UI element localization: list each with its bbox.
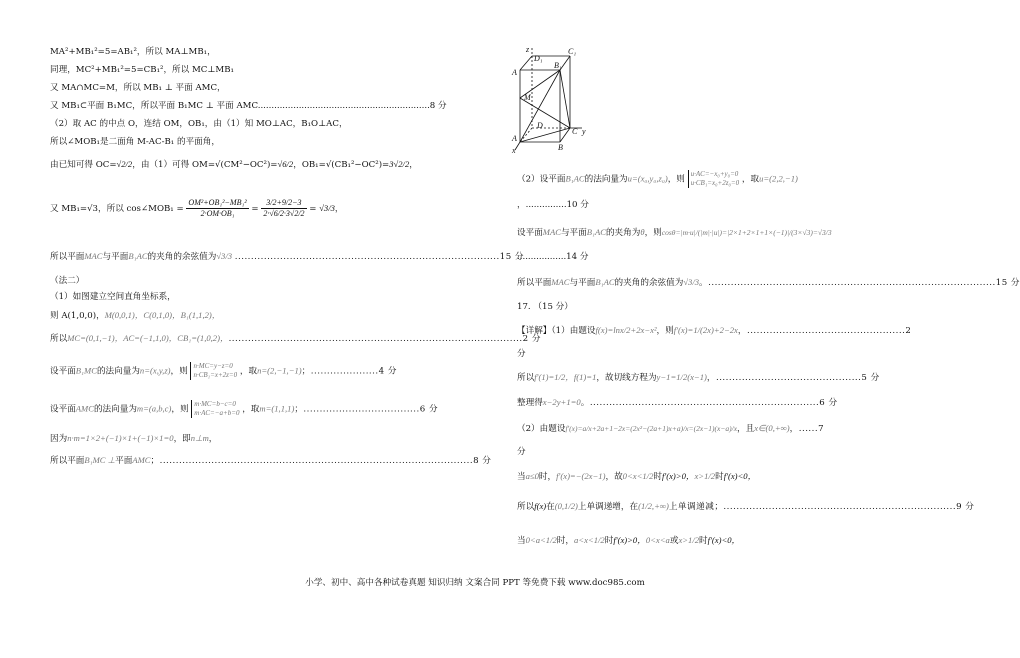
prism-figure bbox=[510, 46, 590, 154]
math-expr: 0<x<1/2 bbox=[622, 471, 654, 481]
math-expr: n=(2,−1,−1) bbox=[257, 365, 302, 376]
text-line: （法二） bbox=[50, 276, 85, 286]
text-segment: 的夹角为 bbox=[605, 228, 641, 238]
math-expr: y−1=1/2(x−1) bbox=[656, 372, 707, 382]
text-segment: ，取 bbox=[239, 366, 258, 377]
text-line bbox=[50, 158, 418, 171]
text-segment: 在 bbox=[546, 502, 555, 512]
text-segment: 则 A(1,0,0)， bbox=[50, 311, 105, 321]
math-expr: f′(x)>0， bbox=[661, 471, 695, 481]
text-segment: 【详解】（1）由题设 bbox=[517, 326, 596, 336]
text-line bbox=[517, 500, 974, 513]
text-segment: 时 bbox=[715, 472, 724, 482]
math-expr: √2/2 bbox=[116, 159, 133, 169]
math-expr: M(0,0,1)，C(0,1,0)，B₁(1,1,2)， bbox=[104, 310, 221, 320]
denominator: 2·OM·OB₁ bbox=[200, 209, 235, 218]
text-segment: ，则 bbox=[656, 326, 674, 336]
fig-label-m: M bbox=[524, 93, 531, 102]
math-expr: (1/2,+∞) bbox=[638, 501, 669, 511]
text-segment: 当 bbox=[517, 536, 526, 546]
fig-label-c1: C₁ bbox=[568, 47, 577, 56]
text-segment: 设平面 bbox=[50, 366, 76, 377]
math-expr: AMC bbox=[75, 403, 94, 414]
equation: u·CB₁=x₀+2z₀=0 bbox=[690, 179, 740, 187]
fig-label-y: y bbox=[582, 127, 586, 136]
score-marker: ，......7 bbox=[789, 424, 825, 434]
math-expr: u=(2,2,−1) bbox=[759, 173, 798, 184]
equation: m·MC=b−c=0 bbox=[194, 400, 236, 408]
text-segment: ，则 bbox=[171, 404, 189, 415]
math-expr: f(x)=lnx/2+2x−x² bbox=[595, 325, 657, 335]
math-expr: B₁MC ⊥ bbox=[84, 455, 116, 465]
text-line bbox=[50, 432, 217, 445]
text-line: 分 bbox=[517, 349, 526, 359]
text-segment: 所以 bbox=[50, 334, 68, 344]
text-line bbox=[517, 276, 1020, 289]
equation-system bbox=[191, 400, 239, 418]
math-expr: B₁MC bbox=[75, 365, 97, 376]
text-segment: 时 bbox=[604, 536, 614, 546]
score-marker: ，.............................................5 分 bbox=[706, 373, 880, 383]
text-segment: 时， bbox=[538, 472, 557, 482]
fig-label-x: x bbox=[512, 146, 516, 155]
score-marker: ；.................................................................................................8 分 bbox=[150, 456, 492, 466]
fig-label-a: A bbox=[512, 134, 517, 143]
fig-label-d: D bbox=[537, 121, 543, 130]
text-segment: = bbox=[309, 204, 317, 214]
math-expr: √3/3 bbox=[216, 251, 233, 261]
text-segment: 所以 bbox=[517, 373, 535, 383]
score-marker: 。.......................................................................6 分 bbox=[580, 398, 838, 408]
math-expr: θ bbox=[640, 227, 645, 237]
text-segment: ，则 bbox=[170, 366, 188, 377]
text-line bbox=[50, 362, 397, 380]
math-expr: MC=(0,1,−1)，AC=(−1,1,0)，CB₁=(1,0,2)， bbox=[67, 333, 229, 343]
math-expr: √3/3 bbox=[319, 203, 335, 213]
text-line: 所以∠MOB₁是二面角 M-AC-B₁ 的平面角， bbox=[50, 137, 220, 147]
text-line: （1）如图建立空间直角坐标系， bbox=[50, 292, 176, 302]
fraction bbox=[261, 198, 306, 219]
text-line bbox=[517, 226, 832, 239]
text-segment: 所以平面 bbox=[50, 456, 85, 466]
text-segment: ，OB₁=√(CB₁²−OC²)= bbox=[293, 160, 390, 170]
text-line bbox=[517, 534, 740, 547]
math-expr: f′(x)<0， bbox=[707, 535, 741, 545]
math-expr: x∈(0,+∞) bbox=[754, 423, 790, 433]
math-expr: MAC bbox=[551, 277, 570, 287]
math-expr: MAC bbox=[542, 227, 561, 237]
math-expr: n⊥m bbox=[190, 433, 209, 443]
fraction bbox=[186, 198, 248, 219]
text-segment: 由已知可得 OC= bbox=[50, 160, 117, 170]
text-segment: = bbox=[251, 204, 259, 214]
text-line: 又 MA∩MC=M，所以 MB₁ ⊥ 平面 AMC， bbox=[50, 83, 226, 93]
text-line bbox=[517, 170, 798, 188]
math-expr: 3√2/2 bbox=[389, 159, 410, 169]
text-segment: ，取 bbox=[242, 404, 260, 415]
text-segment: 当 bbox=[517, 472, 526, 482]
text-line: 分 bbox=[517, 447, 526, 457]
text-line bbox=[50, 454, 491, 467]
math-expr: AMC bbox=[132, 455, 151, 465]
text-line: MA²+MB₁²=5=AB₁²，所以 MA⊥MB₁， bbox=[50, 47, 216, 57]
fig-label-b: B bbox=[558, 143, 563, 152]
text-line bbox=[50, 196, 344, 221]
equation-system bbox=[688, 170, 740, 188]
text-segment: 设平面 bbox=[50, 404, 76, 415]
math-expr: m=(1,1,1) bbox=[259, 403, 295, 414]
fig-label-a1: A bbox=[512, 68, 517, 77]
equation: m·AC=−a+b=0 bbox=[194, 409, 240, 417]
math-expr: 0<x<a bbox=[645, 535, 670, 545]
equation: n·CB₁=x+2z=0 bbox=[193, 371, 238, 379]
numerator: 3/2+9/2−3 bbox=[261, 198, 306, 209]
text-segment: 或 bbox=[669, 536, 679, 546]
math-expr: x−2y+1=0 bbox=[542, 397, 581, 407]
math-expr: x>1/2 bbox=[678, 535, 700, 545]
text-line: （2）取 AC 的中点 O，连结 OM，OB₁，由（1）知 MO⊥AC，B₁O⊥AC， bbox=[50, 119, 348, 129]
math-expr: (0,1/2) bbox=[554, 501, 578, 511]
math-expr: cosθ=|m·u|/(|m|·|u|)=|2×1+2×1+1×(−1)|/(3×√3)=√3/3 bbox=[661, 228, 832, 237]
math-expr: f′(x)=−(2x−1) bbox=[556, 471, 606, 481]
math-expr: B₁AC bbox=[586, 227, 606, 237]
text-segment: 的法向量为 bbox=[96, 366, 140, 377]
math-expr: f′(x)>0， bbox=[613, 535, 646, 545]
text-line bbox=[517, 396, 838, 409]
text-segment: 上单调递增，在 bbox=[577, 502, 639, 512]
text-segment: ， bbox=[334, 204, 344, 214]
text-segment: 时， bbox=[556, 536, 574, 546]
text-segment: ， bbox=[409, 160, 418, 170]
text-segment: 时 bbox=[699, 536, 708, 546]
section-heading: 17. （15 分） bbox=[517, 302, 573, 312]
math-expr: B₁AC bbox=[565, 173, 585, 184]
score-marker: ；....................................6 分 bbox=[294, 404, 439, 415]
text-line bbox=[50, 309, 220, 322]
fig-label-d1: D₁ bbox=[534, 54, 543, 63]
denominator: 2·√6/2·3√2/2 bbox=[263, 209, 305, 218]
math-expr: 0<a<1/2 bbox=[525, 535, 557, 545]
score-marker: ..................................................................................15 分 bbox=[234, 252, 525, 262]
text-line bbox=[50, 332, 541, 345]
math-expr: n·m=1×2+(−1)×1+(−1)×1=0 bbox=[67, 433, 174, 443]
text-segment: 平面 bbox=[115, 456, 133, 466]
text-segment: 与平面 bbox=[560, 228, 587, 238]
math-expr: u=(x₀,y₀,z₀) bbox=[627, 173, 668, 184]
text-segment: 所以 bbox=[517, 502, 535, 512]
text-segment: ，即 bbox=[173, 434, 191, 444]
text-segment: （2）由题设 bbox=[517, 424, 566, 434]
text-segment: ，则 bbox=[644, 228, 662, 238]
text-line bbox=[517, 422, 824, 435]
text-line bbox=[517, 371, 880, 384]
fig-label-z: z bbox=[526, 45, 530, 54]
text-segment: ，由（1）可得 OM=√(CM²−OC²)= bbox=[132, 160, 278, 170]
score-marker: 。.........................................................................................15 分 bbox=[699, 278, 1020, 288]
text-segment: 的夹角的余弦值为 bbox=[147, 252, 217, 262]
fig-label-b1: B₁ bbox=[554, 61, 562, 70]
fig-label-c: C bbox=[572, 127, 578, 136]
equation: n·MC=y−z=0 bbox=[193, 362, 233, 370]
score-marker: 上单调递减；........................................................................9 分 bbox=[668, 502, 975, 512]
text-segment: ， bbox=[208, 434, 218, 444]
text-segment: 又 MB₁=√3，所以 cos∠MOB₁ = bbox=[50, 204, 184, 214]
text-segment: 时 bbox=[653, 472, 662, 482]
math-expr: √6/2 bbox=[277, 159, 294, 169]
text-segment: ，故切线方程为 bbox=[596, 373, 657, 383]
text-line bbox=[50, 250, 524, 263]
math-expr: f(x) bbox=[534, 501, 547, 511]
text-segment: 的夹角的余弦值为 bbox=[614, 278, 684, 288]
text-segment: 因为 bbox=[50, 434, 68, 444]
text-line: 又 MB₁⊂平面 B₁MC，所以平面 B₁MC ⊥ 平面 AMC...............................................................8 分 bbox=[50, 101, 447, 111]
text-line: ，...............10 分 bbox=[517, 200, 589, 210]
math-expr: √3/3 bbox=[683, 277, 700, 287]
score-marker: ；.....................4 分 bbox=[301, 366, 397, 377]
math-expr: x>1/2 bbox=[694, 471, 716, 481]
text-segment: 整理得 bbox=[517, 398, 543, 408]
math-expr: a<x<1/2 bbox=[574, 535, 605, 545]
text-segment: 所以平面 bbox=[50, 252, 85, 262]
math-expr: f′(x)<0， bbox=[723, 471, 757, 481]
math-expr: m=(a,b,c) bbox=[136, 403, 172, 414]
text-line bbox=[50, 400, 438, 418]
text-line: 同理，MC²+MB₁²=5=CB₁²，所以 MC⊥MB₁ bbox=[50, 65, 234, 75]
math-expr: f′(x)=1/(2x)+2−2x bbox=[673, 325, 738, 335]
text-line bbox=[517, 324, 911, 337]
text-segment: 设平面 bbox=[517, 228, 543, 238]
text-line bbox=[517, 470, 756, 483]
score-marker: ...........................................................................................2 分 bbox=[228, 334, 541, 344]
math-expr: MAC bbox=[84, 251, 103, 261]
page-footer: 小学、初中、高中各种试卷真题 知识归纳 文案合同 PPT 等免费下载 www.doc985.com bbox=[305, 578, 645, 588]
text-segment: 的法向量为 bbox=[584, 174, 628, 185]
text-segment: 与平面 bbox=[569, 278, 596, 288]
numerator: OM²+OB₁²−MB₁² bbox=[188, 198, 247, 207]
math-expr: f′(x)=a/x+2a+1−2x=(2x²−(2a+1)x+a)/x=(2x−1)(x−a)/x bbox=[565, 424, 738, 433]
text-segment: （2）设平面 bbox=[517, 174, 566, 185]
equation-system bbox=[190, 362, 237, 380]
text-segment: ，且 bbox=[737, 424, 755, 434]
equation: u·AC=−x₀+y₀=0 bbox=[690, 170, 739, 178]
math-expr: a≤0 bbox=[525, 471, 539, 481]
math-expr: n=(x,y,z) bbox=[139, 365, 171, 376]
score-marker: ，.................................................2 bbox=[737, 326, 912, 336]
math-expr: B₁AC bbox=[128, 251, 148, 261]
math-expr: f′(1)=1/2，f(1)=1 bbox=[534, 372, 597, 382]
text-segment: ，取 bbox=[741, 174, 760, 185]
text-segment: 与平面 bbox=[102, 252, 129, 262]
text-segment: ，故 bbox=[605, 472, 623, 482]
text-segment: 的法向量为 bbox=[93, 404, 137, 415]
math-expr: B₁AC bbox=[595, 277, 615, 287]
text-segment: ，则 bbox=[667, 174, 685, 185]
text-line: ..................14 分 bbox=[517, 252, 589, 262]
text-segment: 所以平面 bbox=[517, 278, 552, 288]
